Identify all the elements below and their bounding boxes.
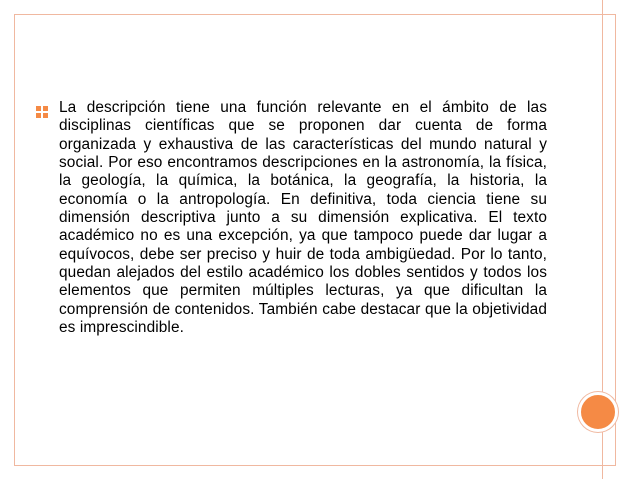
quad-square-bullet-icon <box>36 106 48 118</box>
decorative-circle <box>578 392 618 432</box>
slide-body-paragraph: La descripción tiene una función relevante en el ámbito de las disciplinas científicas que se proponen dar cuenta de forma organizada y exhaustiva de las características del mundo natural y social. Por eso encontramos descripciones en la astronomía, la física, la geología, la química, la botánica, la geografía, la historia, la economía o la antropología. En definitiva, toda ciencia tiene su dimensión descriptiva junto a su dimensión explicativa. El texto académico no es una excepción, ya que tampoco puede dar lugar a equívocos, debe ser preciso y huir de toda ambigüedad. Por lo tanto, quedan alejados del estilo académico los dobles sentidos y todos los elementos que permiten múltiples lecturas, ya que dificultan la comprensión de contenidos. También cabe destacar que la objetividad es imprescindible. <box>59 99 547 337</box>
